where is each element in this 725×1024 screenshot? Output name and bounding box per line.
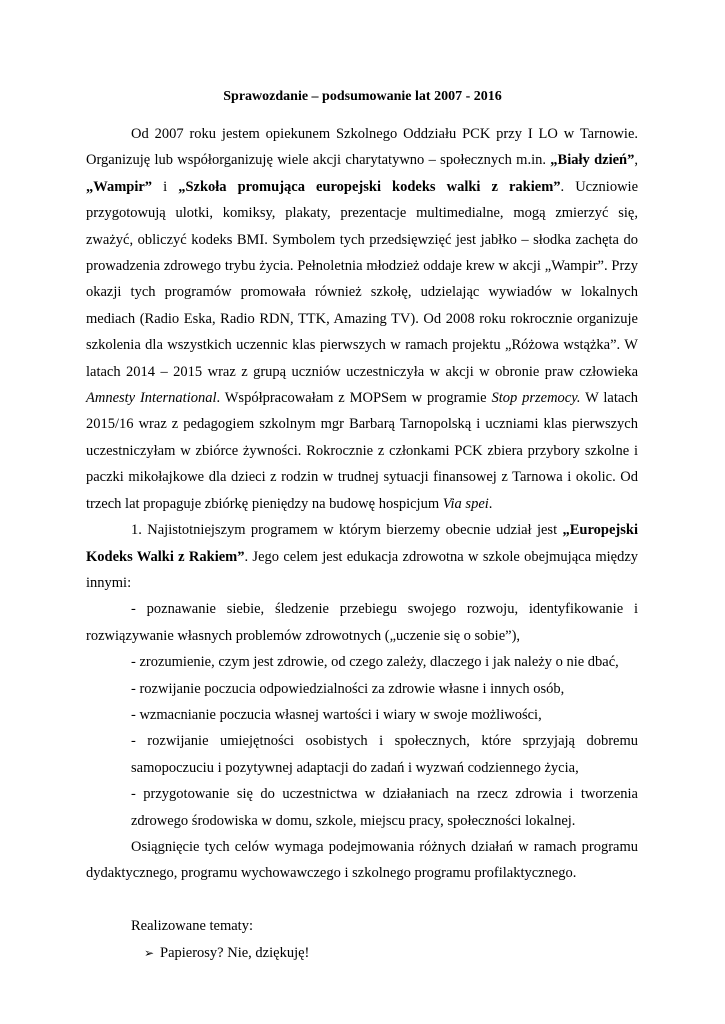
list-item: - zrozumienie, czym jest zdrowie, od czego zależy, dlaczego i jak należy o nie dbać, [131,654,619,671]
bold-run: „Biały dzień” [550,152,635,169]
list-item: - wzmacnianie poczucia własnej wartości i wiary w swoje możliwości, [131,706,542,723]
italic-run: Amnesty International [86,390,217,407]
text-run: i [152,178,179,195]
text-run: . [488,495,493,512]
paragraph-intro [86,121,638,517]
bold-run: „Europejski Kodeks Walki z Rakiem” [86,522,638,565]
topic-item [86,940,638,966]
paragraph-summary: Osiągnięcie tych celów wymaga podejmowania różnych działań w ramach programu dydaktycznego, programu wychowawczego i szkolnego programu profilaktycznego. [86,838,638,882]
text-run: , [634,152,638,169]
paragraph-program [86,517,638,596]
bold-run: „Wampir” [86,178,153,195]
spacer [86,887,638,913]
arrow-bullet-icon: ➢ [144,945,155,960]
text-run: . Jego celem jest edukacja zdrowotna w szkole obejmująca między innymi: [86,548,638,591]
document-title: Sprawozdanie – podsumowanie lat 2007 - 2016 [223,89,502,104]
bold-run: „Szkoła promująca europejski kodeks walki z rakiem” [178,178,561,195]
italic-run: Stop przemocy. [491,390,581,407]
topics-label: Realizowane tematy: [131,918,253,935]
italic-run: Via spei [442,495,489,512]
list-item: - rozwijanie poczucia odpowiedzialności za zdrowie własne i innych osób, [131,680,565,697]
document-body [86,121,638,966]
text-run: W latach 2015/16 wraz z pedagogiem szkolnym mgr Barbarą Tarnopolską i uczniami klas pierwszych uczestniczyłam w zbiórce żywności. Rokrocznie z członkami PCK zbiera przybory szkolne i paczki mikołajkowe dla dzieci z rodzin w trudnej sytuacji finansowej z Tarnowa i okolic. Od trzech lat propaguje zbiórkę pieniędzy na budowę hospicjum [86,390,638,512]
text-run: . Współpracowałam z MOPSem w programie [216,390,492,407]
list-item: - rozwijanie umiejętności osobistych i społecznych, które sprzyjają dobremu samopoczuciu i pozytywnej adaptacji do zadań i wyzwań codziennego życia, [131,733,638,776]
list-item: - przygotowanie się do uczestnictwa w działaniach na rzecz zdrowia i tworzenia zdrowego środowiska w domu, szkole, miejscu pracy, społeczności lokalnej. [131,786,638,829]
topic-text: Papierosy? Nie, dziękuję! [160,944,310,961]
list-item: - poznawanie siebie, śledzenie przebiegu swojego rozwoju, identyfikowanie i rozwiązywanie własnych problemów zdrowotnych („uczenie się o sobie”), [86,601,638,644]
text-run: . Uczniowie przygotowują ulotki, komiksy, plakaty, prezentacje multimedialne, mogą zmierzyć się, zważyć, obliczyć kodeks BMI. Symbolem tych przedsięwzięć jest jabłko – słodka zachęta do prowadzenia zdrowego trybu życia. Pełnoletnia młodzież oddaje krew w akcji „Wampir”. Przy okazji tych programów promowała również szkołę, udzielając wywiadów w lokalnych mediach (Radio Eska, Radio RDN, TTK, Amazing TV). Od 2008 roku rokrocznie organizuje szkolenia dla wszystkich uczennic klas pierwszych w ramach projektu „Różowa wstążka”. W latach 2014 – 2015 wraz z grupą uczniów uczestniczyła w akcji w obronie praw człowieka [86,178,639,380]
text-run: Od 2007 roku jestem opiekunem Szkolnego Oddziału PCK przy I LO w Tarnowie. Organizuję lub współorganizuję wiele akcji charytatywno – społecznych m.in. [86,126,638,169]
text-run: 1. Najistotniejszym programem w którym bierzemy obecnie udział jest [131,522,563,539]
